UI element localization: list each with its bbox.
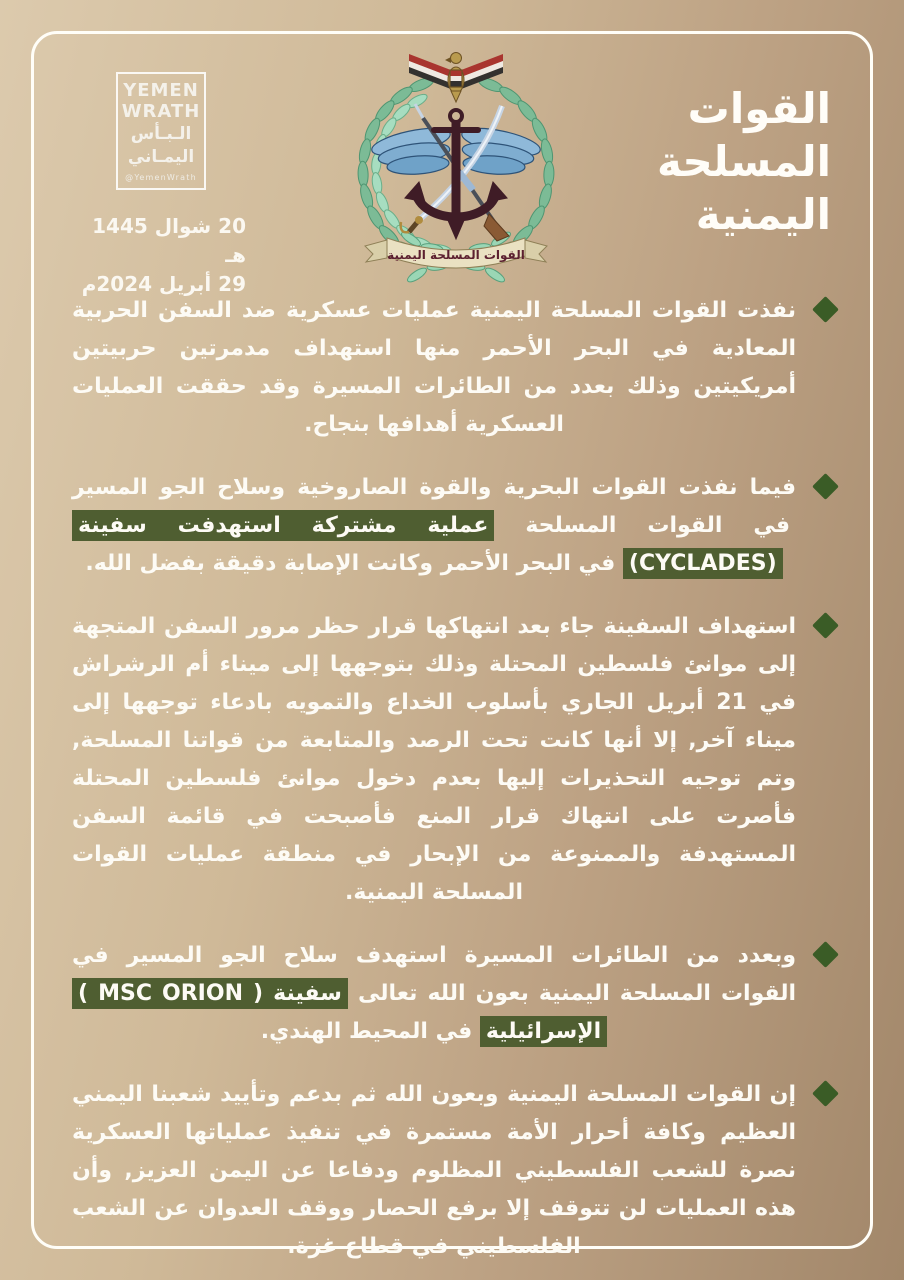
highlighted-text: سفينة ( MSC ORION ) الإسرائيلية — [72, 978, 607, 1047]
page-title — [657, 82, 831, 241]
hijri-date: 20 شوال 1445 هـ — [92, 214, 246, 267]
paragraph-text: وبعدد من الطائرات المسيرة استهدف سلاح الجو المسير في القوات المسلحة اليمنية بعون الله تعالى — [72, 943, 797, 1006]
diamond-bullet-icon — [812, 941, 839, 968]
paragraph-text: إن القوات المسلحة اليمنية وبعون الله ثم بدعم وتأييد شعبنا اليمني العظيم وكافة أحرار الأمة مستمرة في تنفيذ عملياتها العسكرية نصرة للشعب الفلسطيني المظلوم ودفاعا عن اليمن العزيز, وأن هذه العمليات لن تتوقف إلا برفع الحصار ووقف العدوان عن الشعب الفلسطيني في قطاع غزة. — [72, 1082, 796, 1259]
logo-latin-line1: YEMEN — [123, 80, 199, 101]
diamond-bullet-icon — [812, 473, 839, 500]
logo-latin-line2: WRATH — [121, 101, 201, 122]
date-block — [70, 212, 246, 299]
statement-paragraph — [72, 937, 836, 1051]
page-title-line: المسلحة — [657, 137, 831, 186]
statement-paragraph — [72, 608, 836, 912]
highlighted-text: عملية مشتركة استهدفت سفينة (CYCLADES) — [72, 510, 783, 579]
statement-paragraph — [72, 292, 836, 444]
yemeni-armed-forces-emblem-icon — [336, 42, 576, 287]
emblem-banner-text: القوات المسلحة اليمنية — [387, 248, 525, 262]
paragraph-text: في البحر الأحمر وكانت الإصابة دقيقة بفضل الله. — [85, 551, 623, 576]
statement-paragraph — [72, 1076, 836, 1266]
logo-arabic-line2: اليمـاني — [127, 147, 195, 167]
yemen-wrath-logo — [116, 72, 206, 190]
paragraph-text: نفذت القوات المسلحة اليمنية عمليات عسكرية ضد السفن الحربية المعادية في البحر الأحمر منها استهداف مدمرتين حربيتين أمريكيتين وذلك بعدد من الطائرات المسيرة وقد حققت العمليات العسكرية أهدافها بنجاح. — [72, 298, 796, 437]
logo-handle: @YemenWrath — [125, 173, 197, 182]
page-title-line: القوات — [687, 84, 831, 133]
statement-body — [72, 292, 836, 1280]
diamond-bullet-icon — [812, 612, 839, 639]
diamond-bullet-icon — [812, 296, 839, 323]
page-title-line: اليمنية — [695, 190, 831, 239]
gregorian-date: 29 أبريل 2024م — [81, 272, 246, 296]
statement-paragraph — [72, 469, 836, 583]
diamond-bullet-icon — [812, 1080, 839, 1107]
emblem-banner-ribbon — [365, 238, 547, 268]
logo-arabic-line1: الـبـأس — [130, 124, 192, 144]
paragraph-text: في المحيط الهندي. — [260, 1019, 480, 1044]
paragraph-text: فيما نفذت القوات البحرية والقوة الصاروخية وسلاح الجو المسير في القوات المسلحة — [72, 475, 796, 538]
paragraph-text: استهداف السفينة جاء بعد انتهاكها قرار حظر مرور السفن المتجهة إلى موانئ فلسطين المحتلة وذلك بتوجهها إلى ميناء أم الرشراش في 21 أبريل الجاري بأسلوب الخداع والتمويه بادعاء توجهها إلى ميناء آخر, إلا أنها كانت تحت الرصد والمتابعة من قواتنا المسلحة, وتم توجيه التحذيرات إليها بعدم دخول موانئ فلسطين المحتلة فأصرت على انتهاك قرار المنع فأصبحت في قائمة السفن المستهدفة والممنوعة من الإبحار في منطقة عمليات القوات المسلحة اليمنية. — [72, 614, 796, 905]
